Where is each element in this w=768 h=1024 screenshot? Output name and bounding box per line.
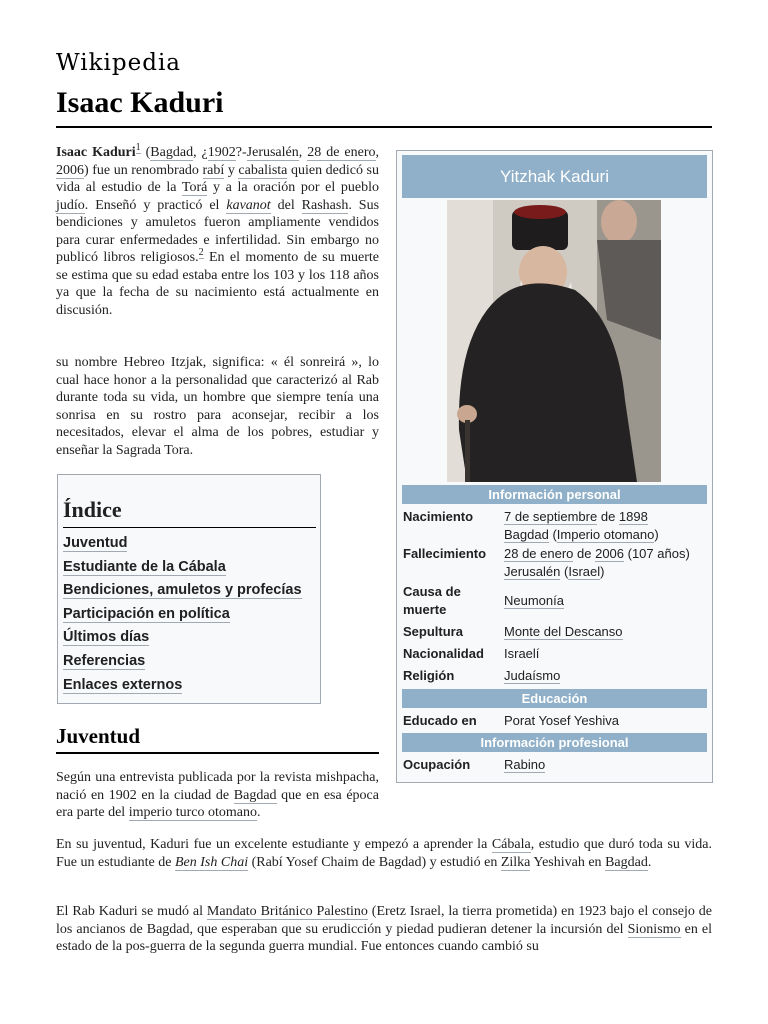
birth-value: 7 de septiembre de 1898 Bagdad (Imperio otomano) [504, 509, 659, 542]
link-rabi[interactable]: rabí [202, 162, 225, 178]
link-28-de-enero[interactable]: 28 de enero [307, 145, 376, 160]
name-meaning-paragraph: su nombre Hebreo Itzjak, significa: « él sonreirá », lo cual hace honor a la personalidad que caracterizó al Rab durante toda su vida, un hombre que siempre tenía una sonrisa en su rostro para aconsejar, recibir a los necesitados, elevar el alma de los pobres, estudiar y enseñar la Sagrada Tora. [56, 355, 379, 458]
toc-item[interactable]: Últimos días [63, 629, 150, 646]
infobox-section-personal: Información personal [402, 485, 707, 504]
toc-item[interactable]: Estudiante de la Cábala [63, 558, 226, 575]
educated-label: Educado en [403, 713, 477, 728]
toc-divider [63, 527, 316, 528]
link-1902[interactable]: 1902 [207, 145, 236, 160]
link-judio[interactable]: judío [56, 197, 85, 213]
section-divider [56, 752, 379, 754]
link-2006[interactable]: 2006 [56, 162, 84, 178]
link-kavanot[interactable]: kavanot [226, 197, 271, 213]
nationality-label: Nacionalidad [403, 646, 484, 661]
cause-label: Causa de muerte [403, 584, 461, 617]
toc-list [63, 535, 302, 700]
link-cabalista[interactable]: cabalista [238, 162, 288, 178]
wikipedia-logo[interactable] [56, 50, 181, 76]
reference-1[interactable]: 1 [135, 142, 141, 154]
religion-label: Religión [403, 668, 455, 683]
toc-item[interactable]: Referencias [63, 652, 146, 669]
reference-2[interactable]: 2 [198, 247, 204, 259]
infobox-section-professional: Información profesional [402, 733, 707, 752]
portrait-photo[interactable] [447, 200, 661, 482]
educated-value: Porat Yosef Yeshiva [504, 713, 619, 728]
burial-label: Sepultura [403, 624, 463, 639]
juventud-paragraph-3: El Rab Kaduri se mudó al Mandato Británico Palestino (Eretz Israel, la tierra prometida) en 1923 bajo el consejo de los ancianos de Bagdad, que esperaban que su erudicción y piedad pudieran detener la incursión del Sionismo en el estado de la pos-guerra de la segunda guerra mundial. Fue entonces cuando cambió su [56, 904, 712, 954]
link-ben-ish-chai[interactable]: Ben Ish Chai [174, 854, 249, 870]
link-cabala[interactable]: Cábala [491, 837, 531, 852]
table-of-contents [57, 474, 321, 704]
link-sionismo[interactable]: Sionismo [627, 921, 681, 937]
link-mandato-britanico[interactable]: Mandato Británico Palestino [206, 904, 368, 919]
link-tora[interactable]: Torá [181, 180, 208, 195]
link-death-place[interactable]: Jerusalén [504, 564, 561, 579]
page-title: Isaac Kaduri [56, 86, 224, 119]
toc-item[interactable]: Bendiciones, amuletos y profecías [63, 582, 302, 599]
link-jerusalen[interactable]: Jerusalén [246, 145, 299, 160]
link-bagdad[interactable]: Bagdad [233, 787, 277, 803]
toc-title: Índice [63, 497, 122, 522]
toc-item[interactable]: Juventud [63, 535, 128, 551]
title-divider [56, 126, 712, 128]
link-death-place-country[interactable]: Israel [568, 564, 601, 579]
link-bagdad[interactable]: Bagdad [150, 145, 194, 160]
link-bagdad[interactable]: Bagdad [605, 854, 648, 870]
birth-label: Nacimiento [403, 509, 474, 524]
toc-item[interactable]: Enlaces externos [63, 676, 183, 693]
subject-name: Isaac Kaduri [56, 145, 136, 160]
toc-item[interactable]: Participación en política [63, 605, 230, 622]
link-zilka[interactable]: Zilka [500, 854, 531, 870]
infobox-section-education: Educación [402, 689, 707, 708]
link-religion-value[interactable]: Judaísmo [504, 668, 561, 683]
link-death-date[interactable]: 28 de enero [504, 546, 574, 561]
infobox [396, 150, 713, 783]
juventud-paragraph-1: Según una entrevista publicada por la revista mishpacha, nació en 1902 en la ciudad de Bagdad que en esa época era parte del imperio turco otomano. [56, 770, 379, 820]
link-imperio-otomano[interactable]: imperio turco otomano [128, 805, 257, 820]
link-burial-value[interactable]: Monte del Descanso [504, 624, 623, 639]
infobox-title: Yitzhak Kaduri [402, 155, 707, 198]
section-heading-juventud: Juventud [56, 724, 141, 748]
occupation-label: Ocupación [403, 757, 471, 772]
link-cause-value[interactable]: Neumonía [504, 593, 564, 608]
link-death-year[interactable]: 2006 [595, 546, 625, 561]
link-birth-place-country[interactable]: Imperio otomano [556, 527, 655, 542]
death-value: 28 de enero de 2006 (107 años) Jerusalén (Israel) [504, 546, 690, 579]
death-label: Fallecimiento [403, 546, 487, 561]
link-birth-year[interactable]: 1898 [618, 509, 648, 524]
juventud-paragraph-2: En su juventud, Kaduri fue un excelente estudiante y empezó a aprender la Cábala, estudio que duró toda su vida. Fue un estudiante de Ben Ish Chai (Rabí Yosef Chaim de Bagdad) y estudió en Zilka Yeshivah en Bagdad. [56, 837, 712, 870]
link-birth-place[interactable]: Bagdad [504, 527, 549, 542]
link-occupation-value[interactable]: Rabino [504, 757, 546, 772]
link-birth-date[interactable]: 7 de septiembre [504, 509, 598, 524]
logo-text: Wikipedia [56, 50, 182, 76]
link-rashash[interactable]: Rashash [301, 197, 349, 213]
intro-paragraph: Isaac Kaduri$^1$ (Bagdad, ¿1902?-Jerusalén, 28 de enero, 2006) fue un renombrado rabí y cabalista quien dedicó su vida al estudio de la Torá y a la oración por el pueblo judío. Enseñó y practicó el kavanot del Rashash. Sus bendiciones y amuletos fueron ampliamente vendidos para curar enfermedades e infertilidad. Sin embargo no publicó libros religiosos.$^2$ En el momento de su muerte se estima que su edad estaba entre los 103 y los 118 años ya que la fecha de su nacimiento está actualmente en discusión. [56, 142, 380, 318]
nationality-value: Israelí [504, 646, 540, 661]
